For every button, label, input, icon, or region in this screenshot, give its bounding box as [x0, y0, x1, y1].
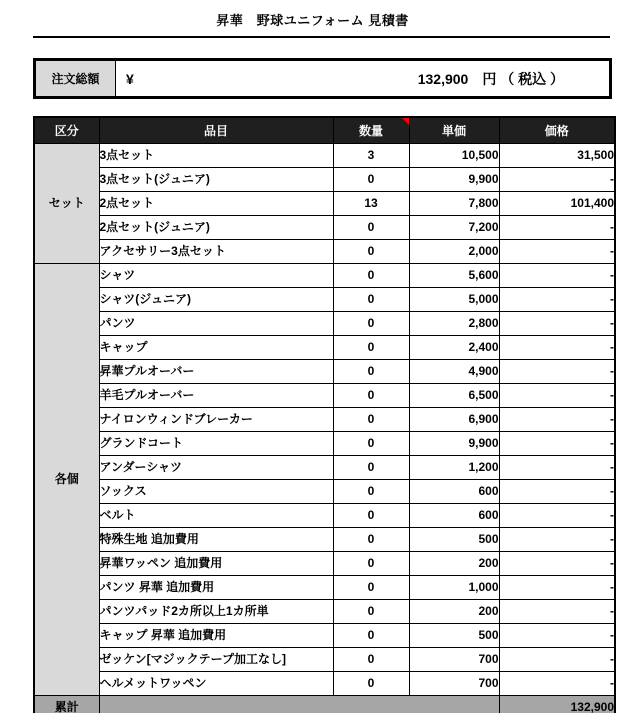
- quantity-cell[interactable]: 0: [333, 311, 409, 335]
- title-divider: [33, 36, 610, 38]
- table-row: [34, 671, 615, 695]
- price-cell: -: [499, 263, 615, 287]
- quantity-cell[interactable]: 0: [333, 527, 409, 551]
- estimate-table-body: [34, 143, 615, 695]
- item-cell: 特殊生地 追加費用: [99, 527, 333, 551]
- quantity-cell[interactable]: 0: [333, 239, 409, 263]
- table-row: [34, 599, 615, 623]
- item-cell: キャップ 昇華 追加費用: [99, 623, 333, 647]
- unit-price-cell: 500: [409, 527, 499, 551]
- quantity-cell[interactable]: 0: [333, 671, 409, 695]
- header-row: [34, 117, 615, 143]
- unit-price-cell: 7,200: [409, 215, 499, 239]
- item-cell: キャップ: [99, 335, 333, 359]
- table-row: [34, 623, 615, 647]
- unit-price-cell: 2,000: [409, 239, 499, 263]
- price-cell: -: [499, 455, 615, 479]
- unit-price-cell: 200: [409, 599, 499, 623]
- quantity-cell[interactable]: 0: [333, 599, 409, 623]
- currency-symbol: ¥: [126, 70, 134, 87]
- item-cell: アンダーシャツ: [99, 455, 333, 479]
- item-cell: アクセサリー3点セット: [99, 239, 333, 263]
- table-row: [34, 335, 615, 359]
- quantity-cell[interactable]: 0: [333, 623, 409, 647]
- table-row: [34, 239, 615, 263]
- table-row: [34, 407, 615, 431]
- col-header-unit-price: 単価: [409, 117, 499, 143]
- price-cell: -: [499, 383, 615, 407]
- unit-price-cell: 1,200: [409, 455, 499, 479]
- quantity-cell[interactable]: 0: [333, 479, 409, 503]
- table-row: [34, 431, 615, 455]
- price-cell: -: [499, 167, 615, 191]
- comment-marker-icon: [402, 118, 409, 125]
- total-row-value: 132,900: [499, 695, 615, 713]
- quantity-cell[interactable]: 0: [333, 407, 409, 431]
- order-total-value: [116, 61, 609, 96]
- table-row: [34, 479, 615, 503]
- item-cell: 2点セット(ジュニア): [99, 215, 333, 239]
- price-cell: -: [499, 479, 615, 503]
- unit-price-cell: 200: [409, 551, 499, 575]
- item-cell: パンツ: [99, 311, 333, 335]
- quantity-cell[interactable]: 0: [333, 575, 409, 599]
- total-row: [34, 695, 615, 713]
- price-cell: -: [499, 551, 615, 575]
- quantity-cell[interactable]: 0: [333, 383, 409, 407]
- price-cell: -: [499, 599, 615, 623]
- table-row: [34, 359, 615, 383]
- quantity-cell[interactable]: 0: [333, 167, 409, 191]
- quantity-cell[interactable]: 0: [333, 647, 409, 671]
- order-total-amount: 132,900: [417, 70, 469, 87]
- unit-price-cell: 2,400: [409, 335, 499, 359]
- col-header-item: 品目: [99, 117, 333, 143]
- col-header-category: 区分: [34, 117, 99, 143]
- unit-price-cell: 700: [409, 647, 499, 671]
- order-total-label: 注文総額: [36, 61, 116, 96]
- table-row: [34, 191, 615, 215]
- price-cell: -: [499, 287, 615, 311]
- price-cell: -: [499, 503, 615, 527]
- table-row: [34, 383, 615, 407]
- unit-price-cell: 9,900: [409, 167, 499, 191]
- group-cell-individual: 各個: [34, 263, 99, 695]
- unit-price-cell: 700: [409, 671, 499, 695]
- col-header-quantity: [333, 117, 409, 143]
- unit-price-cell: 6,900: [409, 407, 499, 431]
- page-title: 昇華 野球ユニフォーム 見積書: [216, 13, 409, 28]
- order-total-box: [33, 58, 612, 99]
- order-total-suffix: 円 （ 税込 ）: [482, 70, 564, 87]
- price-cell: -: [499, 215, 615, 239]
- quantity-cell[interactable]: 0: [333, 335, 409, 359]
- unit-price-cell: 500: [409, 623, 499, 647]
- quantity-cell[interactable]: 0: [333, 431, 409, 455]
- table-row: [34, 287, 615, 311]
- price-cell: -: [499, 239, 615, 263]
- item-cell: ゼッケン[マジックテープ加工なし]: [99, 647, 333, 671]
- table-row: [34, 575, 615, 599]
- estimate-table: [33, 116, 616, 713]
- table-row: [34, 527, 615, 551]
- item-cell: 昇華ワッペン 追加費用: [99, 551, 333, 575]
- price-cell: 101,400: [499, 191, 615, 215]
- quantity-cell[interactable]: 3: [333, 143, 409, 167]
- quantity-cell[interactable]: 0: [333, 455, 409, 479]
- unit-price-cell: 7,800: [409, 191, 499, 215]
- price-cell: -: [499, 647, 615, 671]
- table-row: [34, 215, 615, 239]
- item-cell: 3点セット: [99, 143, 333, 167]
- unit-price-cell: 5,000: [409, 287, 499, 311]
- price-cell: -: [499, 359, 615, 383]
- item-cell: ヘルメットワッペン: [99, 671, 333, 695]
- quantity-cell[interactable]: 0: [333, 359, 409, 383]
- item-cell: ナイロンウィンドブレーカー: [99, 407, 333, 431]
- table-row: [34, 551, 615, 575]
- total-row-label: 累計: [34, 695, 99, 713]
- price-cell: -: [499, 623, 615, 647]
- quantity-cell[interactable]: 0: [333, 263, 409, 287]
- unit-price-cell: 1,000: [409, 575, 499, 599]
- price-cell: -: [499, 527, 615, 551]
- item-cell: ベルト: [99, 503, 333, 527]
- unit-price-cell: 4,900: [409, 359, 499, 383]
- item-cell: 昇華プルオーバー: [99, 359, 333, 383]
- quantity-cell[interactable]: 0: [333, 551, 409, 575]
- price-cell: -: [499, 431, 615, 455]
- table-row: [34, 167, 615, 191]
- price-cell: 31,500: [499, 143, 615, 167]
- col-header-quantity-label: 数量: [358, 123, 383, 138]
- group-cell-set: セット: [34, 143, 99, 263]
- table-row: [34, 263, 615, 287]
- table-row: [34, 143, 615, 167]
- col-header-price: 価格: [499, 117, 615, 143]
- item-cell: シャツ: [99, 263, 333, 287]
- quantity-cell[interactable]: 13: [333, 191, 409, 215]
- quantity-cell[interactable]: 0: [333, 287, 409, 311]
- item-cell: パンツパッド2カ所以上1カ所単: [99, 599, 333, 623]
- item-cell: グランドコート: [99, 431, 333, 455]
- unit-price-cell: 600: [409, 479, 499, 503]
- price-cell: -: [499, 575, 615, 599]
- unit-price-cell: 600: [409, 503, 499, 527]
- price-cell: -: [499, 407, 615, 431]
- item-cell: 羊毛プルオーバー: [99, 383, 333, 407]
- table-row: [34, 647, 615, 671]
- price-cell: -: [499, 311, 615, 335]
- unit-price-cell: 9,900: [409, 431, 499, 455]
- total-row-spacer: [99, 695, 499, 713]
- unit-price-cell: 2,800: [409, 311, 499, 335]
- table-row: [34, 311, 615, 335]
- price-cell: -: [499, 671, 615, 695]
- table-row: [34, 455, 615, 479]
- unit-price-cell: 5,600: [409, 263, 499, 287]
- item-cell: ソックス: [99, 479, 333, 503]
- item-cell: シャツ(ジュニア): [99, 287, 333, 311]
- item-cell: 3点セット(ジュニア): [99, 167, 333, 191]
- item-cell: パンツ 昇華 追加費用: [99, 575, 333, 599]
- unit-price-cell: 10,500: [409, 143, 499, 167]
- item-cell: 2点セット: [99, 191, 333, 215]
- quantity-cell[interactable]: 0: [333, 503, 409, 527]
- table-row: [34, 503, 615, 527]
- quantity-cell[interactable]: 0: [333, 215, 409, 239]
- price-cell: -: [499, 335, 615, 359]
- unit-price-cell: 6,500: [409, 383, 499, 407]
